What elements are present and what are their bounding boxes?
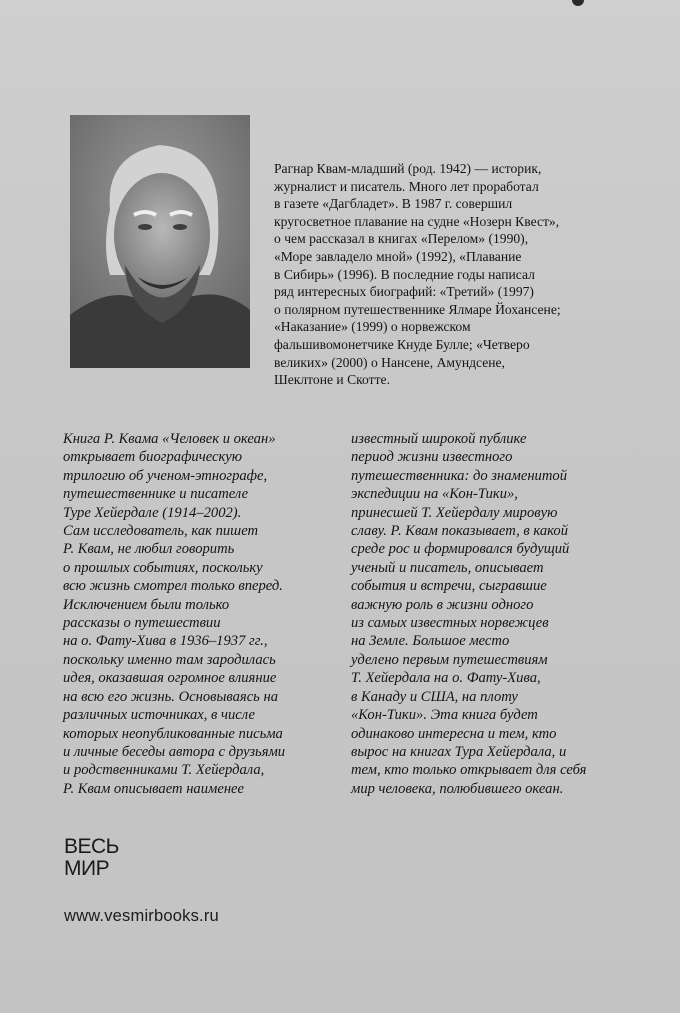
annotation-line: уделено первым путешествиям (351, 651, 548, 668)
publisher-logo-line1: ВЕСЬ (64, 835, 119, 858)
annotation-line: путешественника: до знаменитой (351, 467, 567, 484)
annotation-right-column (351, 430, 626, 798)
annotation-line: события и встречи, сыгравшие (351, 578, 547, 595)
annotation-line: на всю его жизнь. Основываясь на (63, 688, 278, 705)
bio-line: ряд интересных биографий: «Третий» (1997) (274, 284, 534, 300)
bio-line: о полярном путешественнике Ялмаре Йохансене; (274, 301, 561, 317)
publisher-website: www.vesmirbooks.ru (64, 907, 219, 925)
annotation-line: важную роль в жизни одного (351, 596, 534, 613)
annotation-line: о прошлых событиях, поскольку (63, 559, 263, 576)
annotation-line: среде рос и формировался будущий (351, 541, 570, 558)
annotation-line: всю жизнь смотрел только вперед. (63, 578, 283, 595)
annotation-line: из самых известных норвежцев (351, 615, 549, 632)
bio-line: кругосветное плавание на судне «Нозерн Квест», (274, 213, 560, 229)
annotation-line: славу. Р. Квам показывает, в какой (351, 523, 568, 540)
annotation-line: и родственниками Т. Хейердала, (63, 762, 265, 779)
bio-line: фальшивомонетчике Кнуде Булле; «Четверо (274, 336, 530, 352)
annotation-line: вырос на книгах Тура Хейердала, и (351, 743, 567, 760)
bio-line: «Наказание» (1999) о норвежском (274, 319, 471, 335)
bio-line: «Море завладело мной» (1992), «Плавание (274, 248, 522, 264)
annotation-line: путешественнике и писателе (63, 486, 249, 503)
annotation-line: Р. Квам, не любил говорить (63, 541, 235, 558)
bio-line: в газете «Дагбладет». В 1987 г. совершил (274, 196, 513, 212)
publisher-logo-line2: МИР (64, 857, 110, 880)
annotation-line: на Земле. Большое место (351, 633, 510, 650)
publisher-logo (64, 836, 134, 886)
annotation-line: ученый и писатель, описывает (351, 559, 544, 576)
annotation-line: Книга Р. Квама «Человек и океан» (63, 431, 276, 447)
annotation-line: различных источниках, в числе (63, 707, 255, 724)
annotation-line: которых неопубликованные письма (63, 725, 283, 742)
annotation-line: Сам исследователь, как пишет (63, 523, 259, 540)
annotation-left-column (63, 430, 338, 798)
annotation-line: открывает биографическую (63, 449, 243, 466)
author-bio (274, 160, 634, 389)
bio-line: журналист и писатель. Много лет проработал (274, 178, 539, 194)
annotation-line: трилогию об ученом-этнографе, (63, 467, 268, 484)
annotation-line: экспедиции на «Кон-Тики», (351, 486, 518, 503)
bio-line: о чем рассказал в книгах «Перелом» (1990), (274, 231, 529, 247)
annotation-line: в Канаду и США, на плоту (351, 688, 518, 705)
annotation-line: поскольку именно там зародилась (63, 651, 276, 668)
annotation-line: идея, оказавшая огромное влияние (63, 670, 277, 687)
annotation-line: на о. Фату-Хива в 1936–1937 гг., (63, 633, 268, 650)
annotation-line: «Кон-Тики». Эта книга будет (351, 707, 538, 724)
annotation-line: рассказы о путешествии (63, 615, 221, 632)
bio-line: в Сибирь» (1996). В последние годы написал (274, 266, 535, 282)
bio-line: Рагнар Квам-младший (род. 1942) — историк, (274, 161, 542, 176)
page-edge-mark (572, 0, 584, 6)
annotation-line: Исключением были только (63, 596, 230, 613)
annotation-line: Т. Хейердала на о. Фату-Хива, (351, 670, 541, 687)
annotation-line: и личные беседы автора с друзьями (63, 743, 286, 760)
annotation-line: принесшей Т. Хейердалу мировую (351, 504, 558, 521)
annotation-line: известный широкой публике (351, 431, 527, 447)
annotation-line: мир человека, полюбившего океан. (351, 780, 564, 797)
bio-line: великих» (2000) о Нансене, Амундсене, (274, 354, 505, 370)
annotation-line: одинаково интересна и тем, кто (351, 725, 557, 742)
annotation-line: Р. Квам описывает наименее (63, 780, 245, 797)
annotation-line: период жизни известного (351, 449, 513, 466)
author-photo (70, 115, 250, 368)
annotation-line: Туре Хейердале (1914–2002). (63, 504, 242, 521)
annotation-line: тем, кто только открывает для себя (351, 762, 587, 779)
author-portrait-image (70, 115, 250, 368)
bio-line: Шеклтоне и Скотте. (274, 372, 390, 388)
